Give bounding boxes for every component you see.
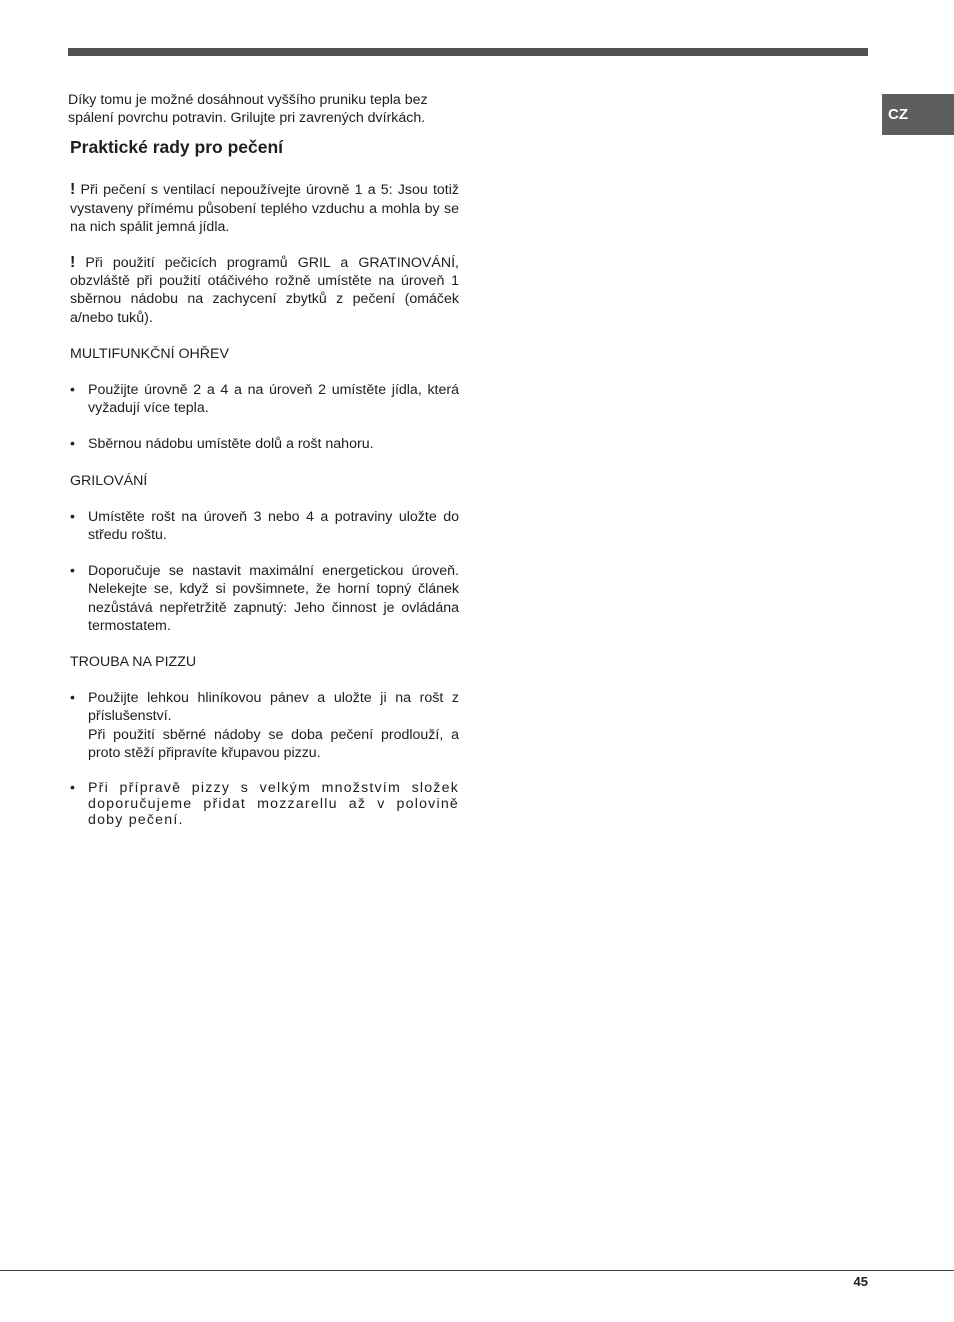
list-item-text: Použijte úrovně 2 a 4 a na úroveň 2 umístěte jídla, která vyžadují více tepla. xyxy=(88,382,459,417)
page-content xyxy=(68,91,459,828)
top-rule xyxy=(68,48,868,56)
list-item-text: Při přípravě pizzy s velkým množstvím složek doporučujeme přidat mozzarellu až v polovině doby pečení. xyxy=(88,780,459,829)
section-label-pizza: TROUBA NA PIZZU xyxy=(70,654,197,671)
bullet-icon: • xyxy=(70,508,75,525)
list-item-text: Umístěte rošt na úroveň 3 nebo 4 a potraviny uložte do středu roštu. xyxy=(88,508,459,544)
language-tab: CZ xyxy=(882,94,954,135)
bullet-list xyxy=(68,508,459,635)
page-number: 45 xyxy=(853,1274,868,1289)
list-item xyxy=(68,381,459,417)
list-item xyxy=(68,562,459,635)
bullet-icon: • xyxy=(70,690,75,707)
bullet-icon: • xyxy=(70,780,77,797)
list-item xyxy=(68,508,459,544)
section-heading: Praktické rady pro pečení xyxy=(70,137,284,158)
section-label-multifunction: MULTIFUNKČNÍ OHŘEV xyxy=(70,345,229,362)
warning-paragraph xyxy=(70,181,459,236)
bullet-list xyxy=(68,689,459,828)
list-item-extra-text: Při použití sběrné nádoby se doba pečení prodlouží, a proto stěží připravíte křupavou pizzu. xyxy=(88,726,459,761)
bottom-rule xyxy=(0,1270,954,1271)
bullet-list xyxy=(68,381,459,454)
warning-icon: ! xyxy=(70,181,76,199)
intro-paragraph: Díky tomu je možné dosáhnout vyššího pruniku tepla bez spálení povrchu potravin. Grilujte pri zavrených dvírkách. xyxy=(68,92,428,127)
bullet-icon: • xyxy=(70,436,75,453)
bullet-icon: • xyxy=(70,563,75,580)
list-item xyxy=(68,689,459,762)
list-item-text: Sběrnou nádobu umístěte dolů a rošt nahoru. xyxy=(88,436,374,453)
list-item-text: Doporučuje se nastavit maximální energetickou úroveň. Nelekejte se, když si povšimnete, že horní topný článek nezůstává nepřetržitě zapnutý: Jeho činnost je ovládána termostatem. xyxy=(88,563,459,634)
warning-text: Při použití pečicích programů GRIL a GRATINOVÁNÍ, obzvláště při použití otáčivého rožně umístěte na úroveň 1 sběrnou nádobu na zachycení zbytků z pečení (omáček a/nebo tuků). xyxy=(70,255,459,326)
warning-paragraph xyxy=(70,254,459,327)
list-item xyxy=(68,435,459,453)
list-item-text: Použijte lehkou hliníkovou pánev a uložte ji na rošt z příslušenství. xyxy=(88,690,459,725)
warning-icon: ! xyxy=(70,254,76,272)
section-label-grilling: GRILOVÁNÍ xyxy=(70,472,148,489)
warning-text: Při pečení s ventilací nepoužívejte úrovně 1 a 5: Jsou totiž vystaveny přímému působení teplého vzduchu a mohla by se na nich spálit jemná jídla. xyxy=(70,182,459,235)
bullet-icon: • xyxy=(70,382,75,399)
list-item xyxy=(68,780,459,828)
